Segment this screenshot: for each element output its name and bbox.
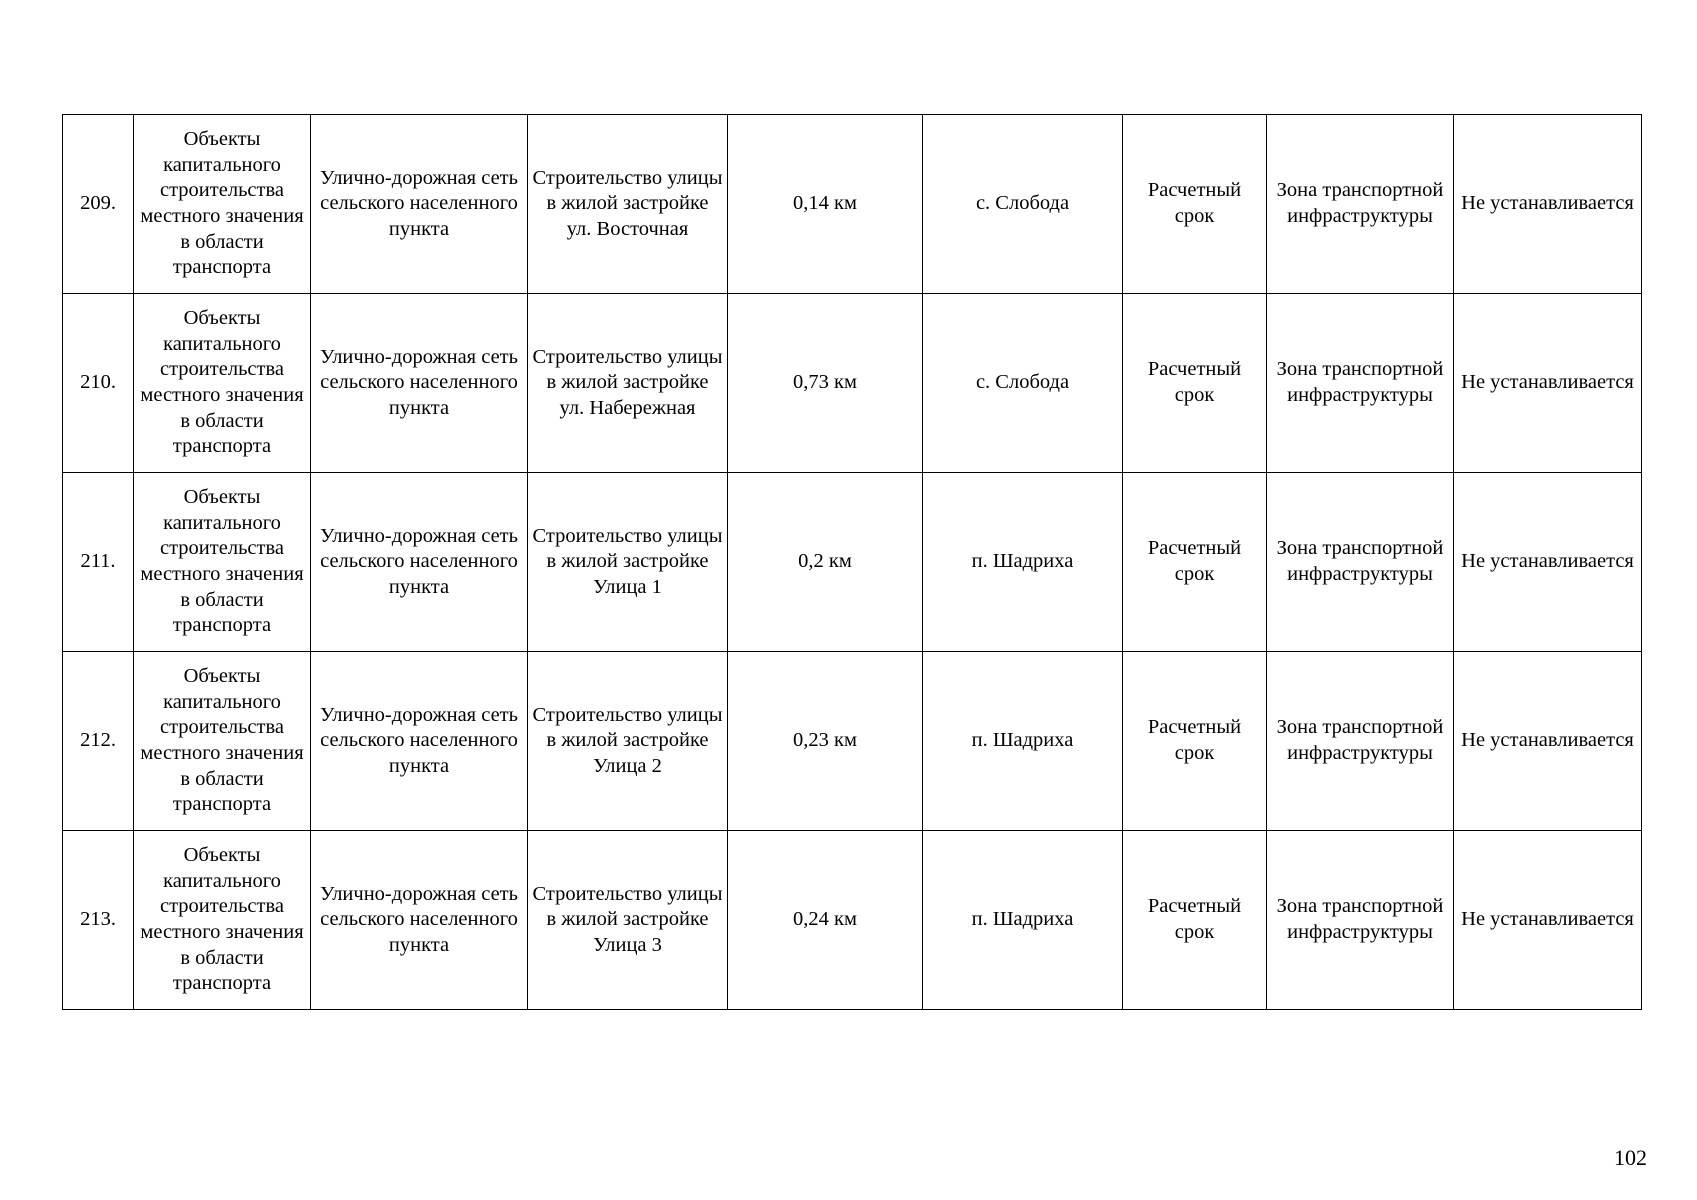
cell-object-name: Строительство улицы в жилой застройке ул. Восточная xyxy=(528,115,728,294)
cell-object-name: Строительство улицы в жилой застройке ул. Набережная xyxy=(528,294,728,473)
cell-category: Объекты капитального строительства местного значения в области транспорта xyxy=(134,473,311,652)
cell-length: 0,14 км xyxy=(728,115,923,294)
cell-location: с. Слобода xyxy=(923,115,1123,294)
cell-number: 213. xyxy=(63,831,134,1010)
table-row xyxy=(63,294,1642,473)
cell-zone: Зона транспортной инфраструктуры xyxy=(1267,294,1454,473)
cell-zone: Зона транспортной инфраструктуры xyxy=(1267,473,1454,652)
cell-category: Объекты капитального строительства местного значения в области транспорта xyxy=(134,294,311,473)
cell-protection-zone: Не устанавливается xyxy=(1454,115,1642,294)
table-row xyxy=(63,473,1642,652)
table-body xyxy=(63,115,1642,1010)
objects-table xyxy=(62,114,1642,1010)
cell-length: 0,73 км xyxy=(728,294,923,473)
cell-number: 211. xyxy=(63,473,134,652)
cell-object-name: Строительство улицы в жилой застройке Улица 1 xyxy=(528,473,728,652)
cell-location: п. Шадриха xyxy=(923,831,1123,1010)
cell-number: 210. xyxy=(63,294,134,473)
cell-object-name: Строительство улицы в жилой застройке Улица 2 xyxy=(528,652,728,831)
cell-protection-zone: Не устанавливается xyxy=(1454,473,1642,652)
cell-category: Объекты капитального строительства местного значения в области транспорта xyxy=(134,115,311,294)
cell-term: Расчетный срок xyxy=(1123,473,1267,652)
cell-term: Расчетный срок xyxy=(1123,652,1267,831)
cell-location: п. Шадриха xyxy=(923,652,1123,831)
cell-object-type: Улично-дорожная сеть сельского населенного пункта xyxy=(311,831,528,1010)
cell-term: Расчетный срок xyxy=(1123,294,1267,473)
cell-protection-zone: Не устанавливается xyxy=(1454,652,1642,831)
cell-category: Объекты капитального строительства местного значения в области транспорта xyxy=(134,652,311,831)
cell-protection-zone: Не устанавливается xyxy=(1454,831,1642,1010)
cell-protection-zone: Не устанавливается xyxy=(1454,294,1642,473)
cell-location: с. Слобода xyxy=(923,294,1123,473)
cell-object-type: Улично-дорожная сеть сельского населенного пункта xyxy=(311,294,528,473)
cell-location: п. Шадриха xyxy=(923,473,1123,652)
cell-length: 0,23 км xyxy=(728,652,923,831)
cell-object-name: Строительство улицы в жилой застройке Улица 3 xyxy=(528,831,728,1010)
table-row xyxy=(63,831,1642,1010)
page-number: 102 xyxy=(1614,1145,1647,1170)
cell-category: Объекты капитального строительства местного значения в области транспорта xyxy=(134,831,311,1010)
cell-term: Расчетный срок xyxy=(1123,115,1267,294)
cell-zone: Зона транспортной инфраструктуры xyxy=(1267,652,1454,831)
table-row xyxy=(63,652,1642,831)
table-row xyxy=(63,115,1642,294)
cell-object-type: Улично-дорожная сеть сельского населенного пункта xyxy=(311,115,528,294)
cell-object-type: Улично-дорожная сеть сельского населенного пункта xyxy=(311,473,528,652)
cell-number: 212. xyxy=(63,652,134,831)
cell-object-type: Улично-дорожная сеть сельского населенного пункта xyxy=(311,652,528,831)
cell-number: 209. xyxy=(63,115,134,294)
cell-length: 0,2 км xyxy=(728,473,923,652)
cell-length: 0,24 км xyxy=(728,831,923,1010)
cell-zone: Зона транспортной инфраструктуры xyxy=(1267,831,1454,1010)
cell-zone: Зона транспортной инфраструктуры xyxy=(1267,115,1454,294)
cell-term: Расчетный срок xyxy=(1123,831,1267,1010)
